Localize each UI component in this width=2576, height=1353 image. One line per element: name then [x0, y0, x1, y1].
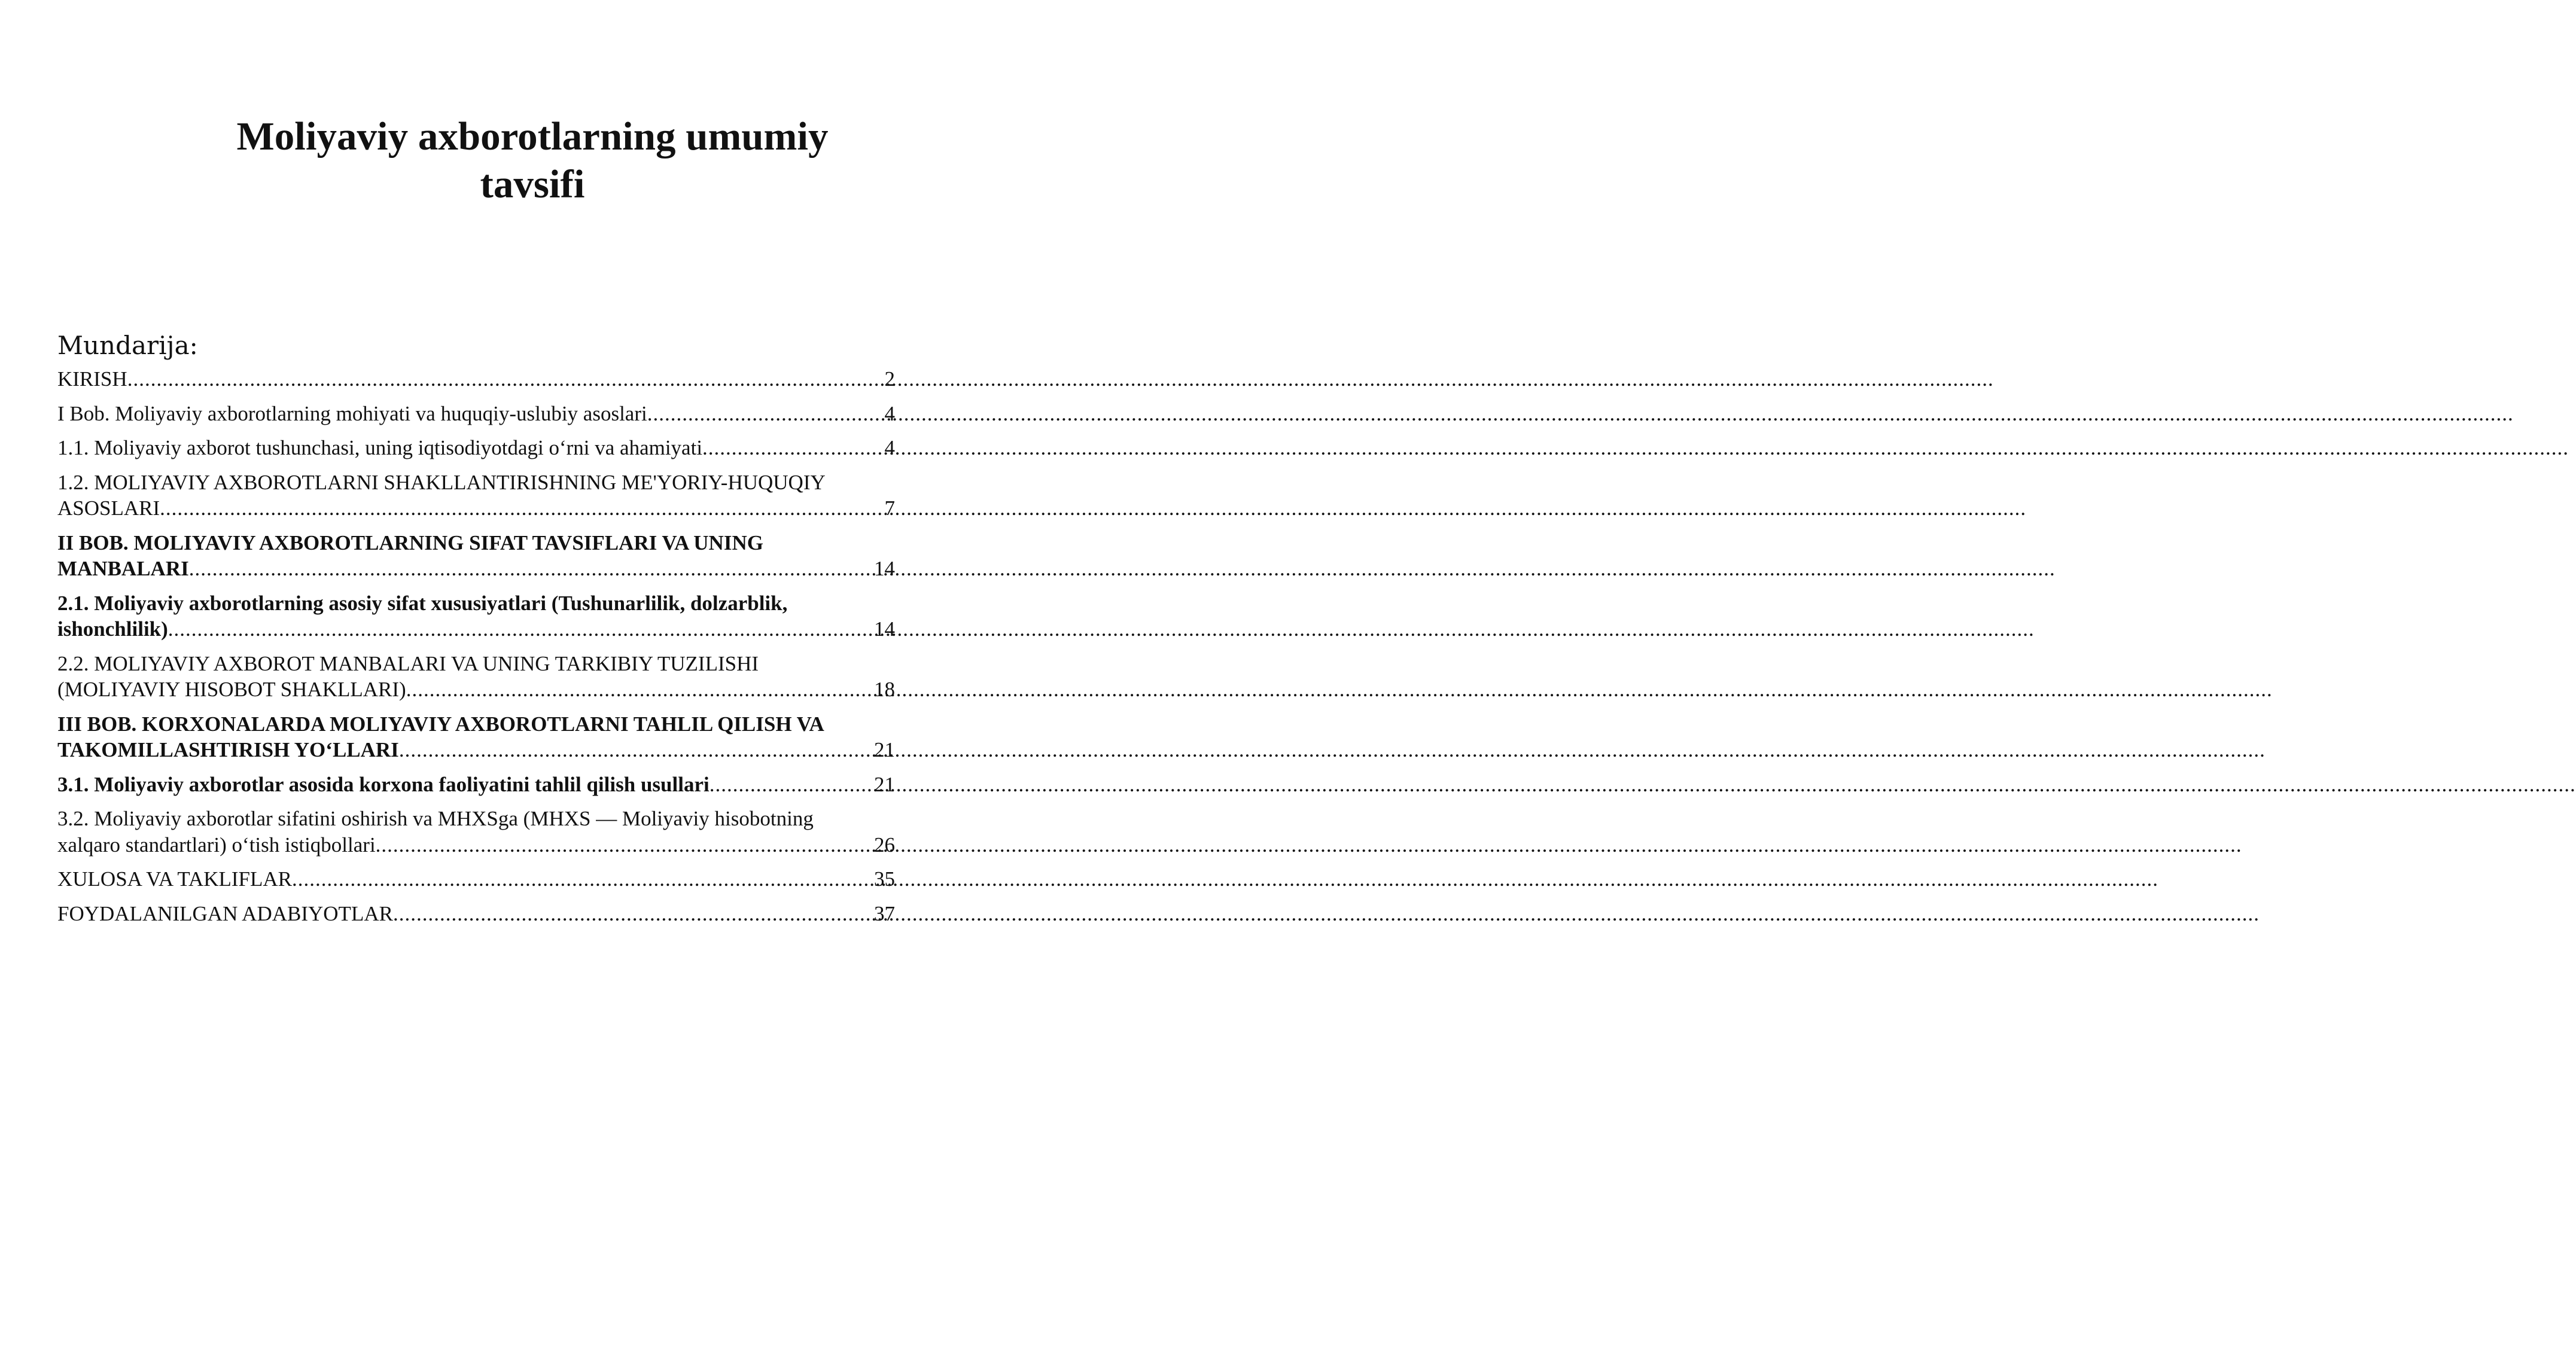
toc-entry-line-with-page — [57, 616, 895, 642]
toc-entry-label: MANBALARI — [57, 557, 189, 580]
toc-page-number: 18 — [874, 678, 895, 701]
toc-dot-leader — [376, 832, 873, 858]
toc-entry-label: II BOB. MOLIYAVIY AXBOROTLARNING SIFAT TAVSIFLARI VA UNING — [57, 531, 763, 554]
toc-entry-line-with-page — [57, 435, 895, 461]
toc-entry[interactable] — [57, 401, 895, 427]
toc-dot-leader — [710, 772, 873, 798]
toc-entry[interactable] — [57, 590, 895, 642]
toc-page-number: 4 — [884, 401, 895, 425]
toc-dot-leader — [702, 435, 883, 461]
toc-page-number: 4 — [884, 436, 895, 459]
toc-entry-label: 1.1. Moliyaviy axborot tushunchasi, uning iqtisodiyotdagi o‘rni va ahamiyati — [57, 436, 703, 459]
toc-page-number: 2 — [884, 367, 895, 391]
toc-entry-line-with-page — [57, 832, 895, 858]
toc-dot-leader — [406, 676, 873, 703]
toc-dot-leader — [647, 401, 884, 427]
toc-entry-line-with-page — [57, 737, 895, 763]
toc-entry[interactable] — [57, 530, 895, 582]
toc-dot-leader — [127, 366, 884, 392]
toc-entry-label: 2.1. Moliyaviy axborotlarning asosiy sifat xususiyatlari (Tushunarlilik, dolzarblik, — [57, 591, 788, 615]
toc-entry-line-with-page — [57, 556, 895, 582]
toc-dot-leader — [160, 495, 883, 522]
table-of-contents — [57, 366, 895, 935]
toc-entry[interactable] — [57, 901, 895, 927]
toc-entry-line-with-page — [57, 676, 895, 703]
toc-entry[interactable] — [57, 366, 895, 392]
toc-entry[interactable] — [57, 772, 895, 798]
toc-entry-label: ASOSLARI — [57, 496, 160, 520]
toc-entry-line — [57, 590, 895, 617]
toc-page-number: 35 — [874, 867, 895, 891]
toc-page-number: 7 — [884, 496, 895, 520]
toc-entry-label: 2.2. MOLIYAVIY AXBOROT MANBALARI VA UNING TARKIBIY TUZILISHI — [57, 651, 759, 675]
toc-entry-label: ishonchlilik) — [57, 617, 168, 641]
toc-entry-line — [57, 651, 895, 677]
toc-entry-label: 1.2. MOLIYAVIY AXBOROTLARNI SHAKLLANTIRISHNING ME'YORIY-HUQUQIY — [57, 470, 826, 494]
toc-dot-leader — [393, 901, 873, 927]
toc-page-number: 26 — [874, 833, 895, 857]
toc-entry-label: (MOLIYAVIY HISOBOT SHAKLLARI) — [57, 678, 406, 701]
toc-dot-leader — [189, 556, 873, 582]
document-title: Moliyaviy axborotlarning umumiy tavsifi — [236, 114, 829, 206]
toc-entry-line — [57, 711, 895, 738]
toc-entry[interactable] — [57, 806, 895, 858]
toc-entry[interactable] — [57, 866, 895, 892]
toc-heading: Mundarija: — [57, 331, 198, 360]
toc-page-number: 21 — [874, 772, 895, 796]
toc-page-number: 21 — [874, 738, 895, 761]
toc-dot-leader — [168, 616, 873, 642]
toc-page-number: 37 — [874, 901, 895, 925]
toc-entry-label: 3.1. Moliyaviy axborotlar asosida korxona faoliyatini tahlil qilish usullari — [57, 772, 710, 796]
toc-entry-line-with-page — [57, 401, 895, 427]
toc-entry-line-with-page — [57, 366, 895, 392]
toc-entry[interactable] — [57, 470, 895, 522]
toc-entry[interactable] — [57, 651, 895, 703]
toc-entry-label: FOYDALANILGAN ADABIYOTLAR — [57, 901, 393, 925]
toc-entry-line — [57, 806, 895, 832]
toc-entry-label: XULOSA VA TAKLIFLAR — [57, 867, 292, 891]
toc-entry-label: III BOB. KORXONALARDA MOLIYAVIY AXBOROTLARNI TAHLIL QILISH VA — [57, 712, 824, 736]
toc-dot-leader — [292, 866, 873, 892]
toc-entry-label: TAKOMILLASHTIRISH YO‘LLARI — [57, 738, 399, 761]
toc-entry-label: I Bob. Moliyaviy axborotlarning mohiyati va huquqiy-uslubiy asoslari — [57, 401, 647, 425]
toc-entry-label: KIRISH — [57, 367, 127, 391]
toc-entry-line-with-page — [57, 772, 895, 798]
toc-entry-line-with-page — [57, 866, 895, 892]
toc-page-number: 14 — [874, 557, 895, 580]
toc-entry-line — [57, 530, 895, 556]
toc-entry-line-with-page — [57, 901, 895, 927]
toc-entry[interactable] — [57, 711, 895, 763]
toc-entry[interactable] — [57, 435, 895, 461]
toc-entry-line — [57, 470, 895, 496]
toc-page-number: 14 — [874, 617, 895, 641]
toc-entry-line-with-page — [57, 495, 895, 522]
toc-entry-label: xalqaro standartlari) o‘tish istiqbollari — [57, 833, 376, 857]
toc-dot-leader — [399, 737, 873, 763]
toc-entry-label: 3.2. Moliyaviy axborotlar sifatini oshirish va MHXSga (MHXS — Moliyaviy hisobotning — [57, 807, 814, 830]
